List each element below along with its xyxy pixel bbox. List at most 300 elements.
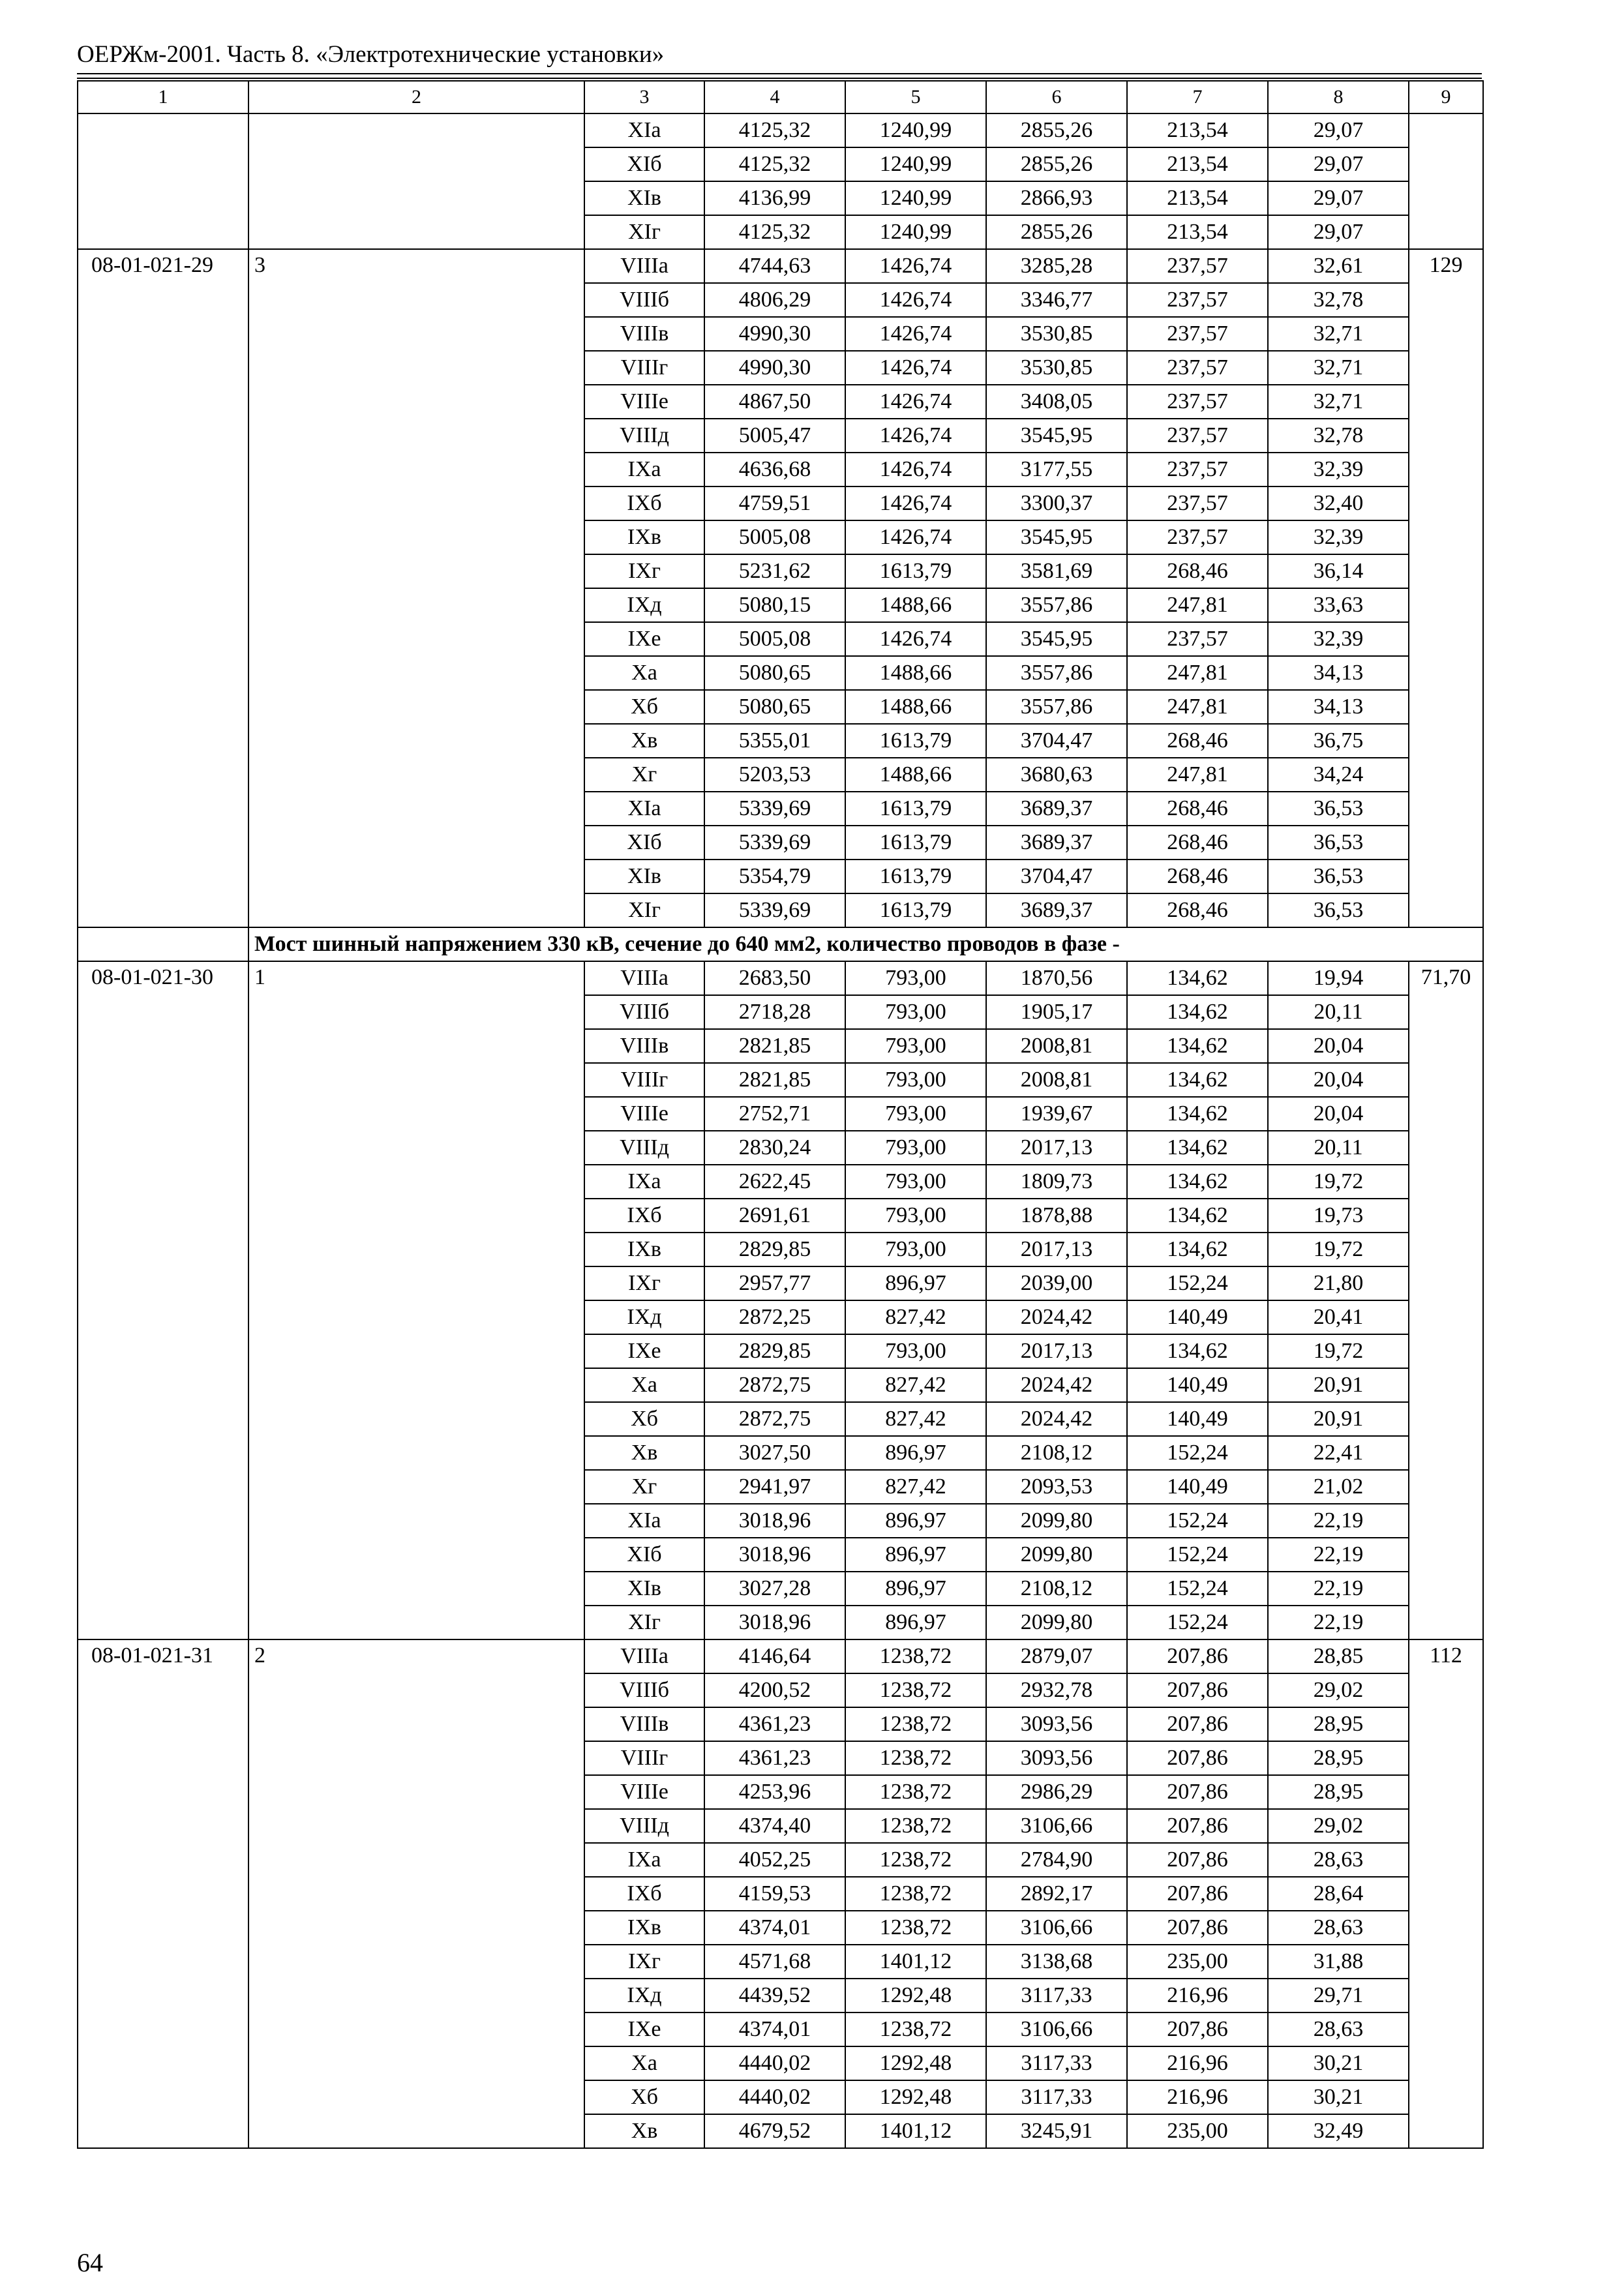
value-cell: 207,86 (1127, 2012, 1268, 2046)
value-cell: 34,24 (1268, 758, 1409, 792)
value-cell: 2829,85 (704, 1334, 845, 1368)
value-cell: 22,19 (1268, 1504, 1409, 1538)
zone-cell: XIа (584, 1504, 704, 1538)
value-cell: 21,02 (1268, 1470, 1409, 1504)
value-cell: 134,62 (1127, 995, 1268, 1029)
value-cell: 2821,85 (704, 1029, 845, 1063)
value-cell: 4374,40 (704, 1809, 845, 1843)
zone-cell: Xг (584, 758, 704, 792)
value-cell: 1238,72 (845, 1877, 986, 1911)
value-cell: 3106,66 (986, 1911, 1127, 1945)
value-cell: 793,00 (845, 1334, 986, 1368)
zone-cell: XIг (584, 893, 704, 927)
value-cell: 2017,13 (986, 1233, 1127, 1266)
value-cell: 268,46 (1127, 554, 1268, 588)
value-cell: 2872,75 (704, 1368, 845, 1402)
value-cell: 3027,28 (704, 1572, 845, 1606)
value-cell: 3018,96 (704, 1538, 845, 1572)
value-cell: 1238,72 (845, 2012, 986, 2046)
zone-cell: IXе (584, 2012, 704, 2046)
zone-cell: XIг (584, 215, 704, 249)
value-cell: 793,00 (845, 1063, 986, 1097)
value-cell: 793,00 (845, 995, 986, 1029)
value-cell: 237,57 (1127, 317, 1268, 351)
value-cell: 1488,66 (845, 758, 986, 792)
value-cell: 1238,72 (845, 1639, 986, 1673)
page-header-title: ОЕРЖм-2001. Часть 8. «Электротехнические установки» (77, 41, 665, 68)
column-9-cell: 71,70 (1409, 961, 1483, 1639)
value-cell: 247,81 (1127, 690, 1268, 724)
value-cell: 152,24 (1127, 1266, 1268, 1300)
value-cell: 28,63 (1268, 2012, 1409, 2046)
value-cell: 20,91 (1268, 1368, 1409, 1402)
value-cell: 22,19 (1268, 1538, 1409, 1572)
value-cell: 237,57 (1127, 385, 1268, 419)
value-cell: 3689,37 (986, 792, 1127, 826)
value-cell: 2957,77 (704, 1266, 845, 1300)
value-cell: 1939,67 (986, 1097, 1127, 1131)
value-cell: 3245,91 (986, 2114, 1127, 2148)
value-cell: 2830,24 (704, 1131, 845, 1165)
zone-cell: XIг (584, 1606, 704, 1639)
zone-cell: Xа (584, 656, 704, 690)
zone-cell: VIIIд (584, 419, 704, 453)
value-cell: 29,02 (1268, 1673, 1409, 1707)
zone-cell: IXд (584, 1979, 704, 2012)
value-cell: 896,97 (845, 1436, 986, 1470)
value-cell: 1238,72 (845, 1707, 986, 1741)
column-9-cell: 112 (1409, 1639, 1483, 2148)
value-cell: 1905,17 (986, 995, 1127, 1029)
value-cell: 1238,72 (845, 1741, 986, 1775)
value-cell: 1426,74 (845, 453, 986, 486)
value-cell: 2099,80 (986, 1538, 1127, 1572)
column-9-cell (1409, 113, 1483, 249)
value-cell: 1426,74 (845, 249, 986, 283)
value-cell: 1238,72 (845, 1809, 986, 1843)
value-cell: 20,04 (1268, 1029, 1409, 1063)
zone-cell: Xа (584, 2046, 704, 2080)
value-cell: 896,97 (845, 1606, 986, 1639)
zone-cell: IXд (584, 588, 704, 622)
value-cell: 28,95 (1268, 1707, 1409, 1741)
value-cell: 22,19 (1268, 1572, 1409, 1606)
value-cell: 5203,53 (704, 758, 845, 792)
zone-cell: Xб (584, 1402, 704, 1436)
value-cell: 19,73 (1268, 1199, 1409, 1233)
value-cell: 827,42 (845, 1368, 986, 1402)
value-cell: 4439,52 (704, 1979, 845, 2012)
value-cell: 2691,61 (704, 1199, 845, 1233)
column-number-row (78, 81, 1483, 113)
value-cell: 5080,15 (704, 588, 845, 622)
rate-code-cell: 08-01-021-29 (78, 249, 248, 927)
value-cell: 3093,56 (986, 1707, 1127, 1741)
value-cell: 21,80 (1268, 1266, 1409, 1300)
zone-cell: IXе (584, 622, 704, 656)
value-cell: 134,62 (1127, 1097, 1268, 1131)
value-cell: 3300,37 (986, 486, 1127, 520)
value-cell: 1488,66 (845, 656, 986, 690)
rates-table (77, 80, 1484, 2149)
value-cell: 1238,72 (845, 1775, 986, 1809)
value-cell: 4159,53 (704, 1877, 845, 1911)
column-9-cell: 129 (1409, 249, 1483, 927)
value-cell: 1488,66 (845, 690, 986, 724)
value-cell: 5005,08 (704, 520, 845, 554)
value-cell: 1613,79 (845, 826, 986, 860)
value-cell: 896,97 (845, 1538, 986, 1572)
value-cell: 2855,26 (986, 215, 1127, 249)
value-cell: 36,53 (1268, 792, 1409, 826)
value-cell: 134,62 (1127, 1131, 1268, 1165)
value-cell: 28,95 (1268, 1741, 1409, 1775)
value-cell: 5355,01 (704, 724, 845, 758)
value-cell: 2108,12 (986, 1572, 1127, 1606)
value-cell: 213,54 (1127, 215, 1268, 249)
value-cell: 237,57 (1127, 283, 1268, 317)
value-cell: 3689,37 (986, 893, 1127, 927)
value-cell: 5080,65 (704, 656, 845, 690)
zone-cell: IXа (584, 1165, 704, 1199)
table-row (78, 113, 1483, 147)
value-cell: 32,40 (1268, 486, 1409, 520)
zone-cell: Xв (584, 1436, 704, 1470)
value-cell: 32,78 (1268, 283, 1409, 317)
value-cell: 30,21 (1268, 2046, 1409, 2080)
value-cell: 207,86 (1127, 1877, 1268, 1911)
value-cell: 3027,50 (704, 1436, 845, 1470)
value-cell: 237,57 (1127, 486, 1268, 520)
value-cell: 1613,79 (845, 554, 986, 588)
value-cell: 3346,77 (986, 283, 1127, 317)
value-cell: 793,00 (845, 1199, 986, 1233)
value-cell: 896,97 (845, 1266, 986, 1300)
column-number: 6 (986, 81, 1127, 113)
value-cell: 2017,13 (986, 1334, 1127, 1368)
zone-cell: VIIIа (584, 961, 704, 995)
zone-cell: VIIIе (584, 385, 704, 419)
value-cell: 4990,30 (704, 351, 845, 385)
zone-cell: XIб (584, 147, 704, 181)
value-cell: 2879,07 (986, 1639, 1127, 1673)
value-cell: 134,62 (1127, 1199, 1268, 1233)
zone-cell: IXг (584, 1945, 704, 1979)
value-cell: 5005,08 (704, 622, 845, 656)
section-empty-cell (78, 927, 248, 961)
value-cell: 20,91 (1268, 1402, 1409, 1436)
value-cell: 3117,33 (986, 2080, 1127, 2114)
zone-cell: IXв (584, 520, 704, 554)
value-cell: 4361,23 (704, 1707, 845, 1741)
value-cell: 793,00 (845, 1233, 986, 1266)
zone-cell: Xв (584, 724, 704, 758)
value-cell: 1292,48 (845, 2080, 986, 2114)
zone-cell: XIб (584, 826, 704, 860)
value-cell: 3093,56 (986, 1741, 1127, 1775)
value-cell: 3177,55 (986, 453, 1127, 486)
value-cell: 896,97 (845, 1504, 986, 1538)
zone-cell: VIIIб (584, 283, 704, 317)
value-cell: 1426,74 (845, 419, 986, 453)
value-cell: 268,46 (1127, 724, 1268, 758)
value-cell: 5354,79 (704, 860, 845, 893)
value-cell: 2941,97 (704, 1470, 845, 1504)
value-cell: 827,42 (845, 1402, 986, 1436)
zone-cell: VIIIв (584, 1029, 704, 1063)
value-cell: 1240,99 (845, 181, 986, 215)
value-cell: 29,07 (1268, 147, 1409, 181)
value-cell: 3704,47 (986, 860, 1127, 893)
value-cell: 235,00 (1127, 2114, 1268, 2148)
value-cell: 22,19 (1268, 1606, 1409, 1639)
value-cell: 2872,25 (704, 1300, 845, 1334)
zone-cell: VIIIв (584, 317, 704, 351)
value-cell: 237,57 (1127, 249, 1268, 283)
value-cell: 32,49 (1268, 2114, 1409, 2148)
zone-cell: IXб (584, 486, 704, 520)
value-cell: 3530,85 (986, 317, 1127, 351)
value-cell: 247,81 (1127, 588, 1268, 622)
zone-cell: Xб (584, 2080, 704, 2114)
value-cell: 4759,51 (704, 486, 845, 520)
value-cell: 2099,80 (986, 1606, 1127, 1639)
value-cell: 5339,69 (704, 826, 845, 860)
value-cell: 4200,52 (704, 1673, 845, 1707)
rate-code-cell: 08-01-021-31 (78, 1639, 248, 2148)
value-cell: 827,42 (845, 1470, 986, 1504)
table-row (78, 249, 1483, 283)
table-row (78, 1639, 1483, 1673)
value-cell: 1238,72 (845, 1843, 986, 1877)
value-cell: 31,88 (1268, 1945, 1409, 1979)
zone-cell: Xб (584, 690, 704, 724)
value-cell: 2855,26 (986, 113, 1127, 147)
value-cell: 32,71 (1268, 351, 1409, 385)
header-rule-top (77, 73, 1482, 74)
zone-cell: VIIIв (584, 1707, 704, 1741)
value-cell: 2784,90 (986, 1843, 1127, 1877)
value-cell: 4052,25 (704, 1843, 845, 1877)
value-cell: 2829,85 (704, 1233, 845, 1266)
value-cell: 152,24 (1127, 1436, 1268, 1470)
value-cell: 2093,53 (986, 1470, 1127, 1504)
value-cell: 2855,26 (986, 147, 1127, 181)
zone-cell: IXа (584, 1843, 704, 1877)
value-cell: 140,49 (1127, 1300, 1268, 1334)
value-cell: 3117,33 (986, 1979, 1127, 2012)
value-cell: 2718,28 (704, 995, 845, 1029)
zone-cell: XIа (584, 113, 704, 147)
zone-cell: IXв (584, 1911, 704, 1945)
value-cell: 4136,99 (704, 181, 845, 215)
value-cell: 4571,68 (704, 1945, 845, 1979)
value-cell: 134,62 (1127, 1063, 1268, 1097)
value-cell: 28,63 (1268, 1843, 1409, 1877)
section-row (78, 927, 1483, 961)
value-cell: 1426,74 (845, 622, 986, 656)
value-cell: 268,46 (1127, 893, 1268, 927)
value-cell: 19,94 (1268, 961, 1409, 995)
value-cell: 152,24 (1127, 1538, 1268, 1572)
value-cell: 216,96 (1127, 1979, 1268, 2012)
value-cell: 29,07 (1268, 215, 1409, 249)
value-cell: 237,57 (1127, 453, 1268, 486)
value-cell: 1240,99 (845, 147, 986, 181)
value-cell: 134,62 (1127, 1334, 1268, 1368)
value-cell: 28,63 (1268, 1911, 1409, 1945)
value-cell: 29,07 (1268, 113, 1409, 147)
table-row (78, 961, 1483, 995)
zone-cell: VIIIг (584, 351, 704, 385)
value-cell: 152,24 (1127, 1572, 1268, 1606)
value-cell: 3557,86 (986, 690, 1127, 724)
value-cell: 827,42 (845, 1300, 986, 1334)
value-cell: 1240,99 (845, 215, 986, 249)
column-number: 3 (584, 81, 704, 113)
value-cell: 36,75 (1268, 724, 1409, 758)
value-cell: 4125,32 (704, 215, 845, 249)
value-cell: 3557,86 (986, 588, 1127, 622)
value-cell: 1878,88 (986, 1199, 1127, 1233)
value-cell: 5231,62 (704, 554, 845, 588)
wire-count-cell: 2 (248, 1639, 584, 2148)
wire-count-cell: 3 (248, 249, 584, 927)
value-cell: 207,86 (1127, 1843, 1268, 1877)
value-cell: 3545,95 (986, 419, 1127, 453)
value-cell: 32,61 (1268, 249, 1409, 283)
value-cell: 134,62 (1127, 1165, 1268, 1199)
value-cell: 793,00 (845, 1165, 986, 1199)
value-cell: 2008,81 (986, 1063, 1127, 1097)
value-cell: 216,96 (1127, 2080, 1268, 2114)
zone-cell: VIIIб (584, 995, 704, 1029)
value-cell: 36,53 (1268, 826, 1409, 860)
value-cell: 1809,73 (986, 1165, 1127, 1199)
value-cell: 4125,32 (704, 113, 845, 147)
value-cell: 4679,52 (704, 2114, 845, 2148)
value-cell: 1613,79 (845, 792, 986, 826)
value-cell: 5339,69 (704, 893, 845, 927)
value-cell: 29,02 (1268, 1809, 1409, 1843)
value-cell: 3530,85 (986, 351, 1127, 385)
value-cell: 2024,42 (986, 1300, 1127, 1334)
value-cell: 793,00 (845, 1097, 986, 1131)
value-cell: 793,00 (845, 1131, 986, 1165)
zone-cell: VIIIд (584, 1809, 704, 1843)
value-cell: 19,72 (1268, 1165, 1409, 1199)
value-cell: 5005,47 (704, 419, 845, 453)
value-cell: 4440,02 (704, 2046, 845, 2080)
value-cell: 2683,50 (704, 961, 845, 995)
value-cell: 32,78 (1268, 419, 1409, 453)
value-cell: 3545,95 (986, 622, 1127, 656)
value-cell: 20,41 (1268, 1300, 1409, 1334)
value-cell: 3018,96 (704, 1606, 845, 1639)
value-cell: 237,57 (1127, 520, 1268, 554)
zone-cell: VIIIг (584, 1063, 704, 1097)
value-cell: 4374,01 (704, 1911, 845, 1945)
zone-cell: VIIIд (584, 1131, 704, 1165)
value-cell: 1238,72 (845, 1911, 986, 1945)
section-title: Мост шинный напряжением 330 кВ, сечение до 640 мм2, количество проводов в фазе - (248, 927, 1483, 961)
value-cell: 3285,28 (986, 249, 1127, 283)
value-cell: 32,39 (1268, 622, 1409, 656)
value-cell: 2039,00 (986, 1266, 1127, 1300)
column-number: 5 (845, 81, 986, 113)
column-number: 8 (1268, 81, 1409, 113)
value-cell: 2108,12 (986, 1436, 1127, 1470)
value-cell: 3018,96 (704, 1504, 845, 1538)
value-cell: 3106,66 (986, 2012, 1127, 2046)
value-cell: 3557,86 (986, 656, 1127, 690)
zone-cell: Xв (584, 2114, 704, 2148)
value-cell: 268,46 (1127, 826, 1268, 860)
column-number: 4 (704, 81, 845, 113)
value-cell: 207,86 (1127, 1707, 1268, 1741)
value-cell: 29,71 (1268, 1979, 1409, 2012)
value-cell: 36,53 (1268, 860, 1409, 893)
zone-cell: VIIIе (584, 1097, 704, 1131)
zone-cell: IXв (584, 1233, 704, 1266)
column-number: 7 (1127, 81, 1268, 113)
value-cell: 247,81 (1127, 758, 1268, 792)
value-cell: 4990,30 (704, 317, 845, 351)
value-cell: 793,00 (845, 961, 986, 995)
value-cell: 896,97 (845, 1572, 986, 1606)
value-cell: 2986,29 (986, 1775, 1127, 1809)
value-cell: 5339,69 (704, 792, 845, 826)
page-number: 64 (77, 2248, 103, 2277)
value-cell: 152,24 (1127, 1606, 1268, 1639)
value-cell: 1401,12 (845, 2114, 986, 2148)
value-cell: 1426,74 (845, 317, 986, 351)
value-cell: 4636,68 (704, 453, 845, 486)
value-cell: 1426,74 (845, 283, 986, 317)
value-cell: 28,95 (1268, 1775, 1409, 1809)
value-cell: 4374,01 (704, 2012, 845, 2046)
value-cell: 140,49 (1127, 1368, 1268, 1402)
value-cell: 3106,66 (986, 1809, 1127, 1843)
zone-cell: IXг (584, 1266, 704, 1300)
value-cell: 2752,71 (704, 1097, 845, 1131)
value-cell: 2008,81 (986, 1029, 1127, 1063)
value-cell: 19,72 (1268, 1233, 1409, 1266)
value-cell: 4125,32 (704, 147, 845, 181)
value-cell: 2622,45 (704, 1165, 845, 1199)
value-cell: 207,86 (1127, 1775, 1268, 1809)
value-cell: 34,13 (1268, 656, 1409, 690)
value-cell: 4744,63 (704, 249, 845, 283)
value-cell: 28,85 (1268, 1639, 1409, 1673)
value-cell: 2932,78 (986, 1673, 1127, 1707)
value-cell: 1292,48 (845, 2046, 986, 2080)
zone-cell: IXа (584, 453, 704, 486)
value-cell: 4146,64 (704, 1639, 845, 1673)
value-cell: 2024,42 (986, 1368, 1127, 1402)
value-cell: 29,07 (1268, 181, 1409, 215)
zone-cell: XIб (584, 1538, 704, 1572)
zone-cell: XIв (584, 1572, 704, 1606)
value-cell: 2099,80 (986, 1504, 1127, 1538)
value-cell: 1870,56 (986, 961, 1127, 995)
value-cell: 3704,47 (986, 724, 1127, 758)
value-cell: 3545,95 (986, 520, 1127, 554)
zone-cell: VIIIг (584, 1741, 704, 1775)
value-cell: 1426,74 (845, 351, 986, 385)
value-cell: 3408,05 (986, 385, 1127, 419)
column-number: 1 (78, 81, 248, 113)
